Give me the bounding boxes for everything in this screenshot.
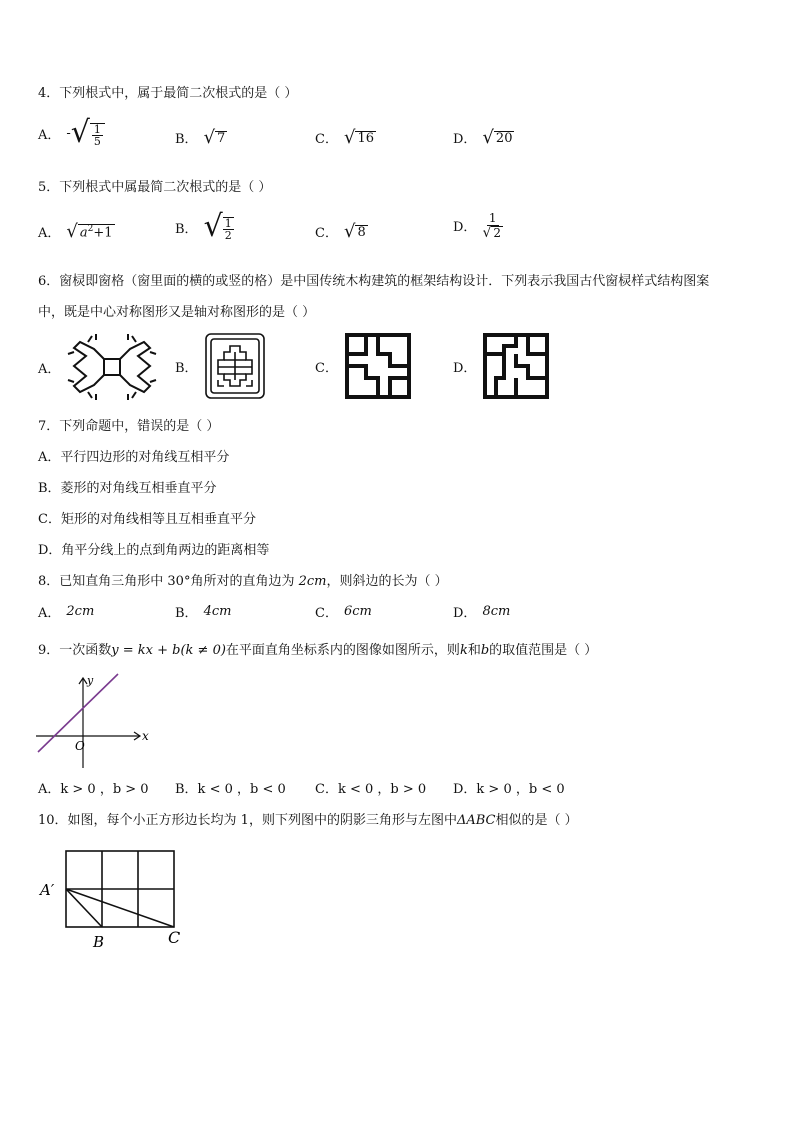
window-lattice-a-figure: [66, 332, 158, 402]
q5-option-c[interactable]: C． √ 8: [315, 220, 366, 242]
window-lattice-b-figure: [204, 332, 266, 400]
q7-option-a[interactable]: A．平行四边形的对角线互相平分: [38, 450, 230, 465]
q5-option-a[interactable]: A． √ $a^2+1$: [38, 220, 113, 242]
q8-stem: 8．已知直角三角形中 30°角所对的直角边为 2cm，则斜边的长为（ ）: [38, 574, 448, 589]
sqrt-expression: √ $a^2+1$: [66, 220, 113, 242]
q7-option-d[interactable]: D．角平分线上的点到角两边的距离相等: [38, 543, 270, 558]
q4-option-d[interactable]: D． √ 20: [453, 126, 513, 148]
vertex-a-label: A′: [40, 881, 55, 899]
sqrt-expression: √ 8: [343, 220, 366, 242]
sqrt-expression: √ 20: [482, 126, 513, 148]
origin-label: O: [75, 739, 85, 753]
minus-sign: -: [66, 125, 71, 141]
q6-option-b[interactable]: B．: [175, 332, 266, 400]
q6-option-a[interactable]: A．: [38, 332, 158, 402]
grid-triangle-figure: [36, 845, 196, 953]
sqrt-expression: √ $\frac{1}{2}$: [203, 209, 232, 244]
q5-stem: 5．下列根式中属最简二次根式的是（ ）: [38, 180, 272, 195]
window-lattice-d-figure: [482, 332, 550, 400]
window-lattice-c-figure: [344, 332, 412, 400]
q8-option-c[interactable]: C． 6cm: [315, 604, 372, 621]
segment-ac: [66, 889, 174, 927]
q9-option-c[interactable]: C．k < 0 ，b > 0: [315, 782, 427, 797]
q4-option-b[interactable]: B． √ 7: [175, 126, 226, 148]
q10-stem: 10．如图，每个小正方形边长均为 1，则下列图中的阴影三角形与左图中ΔABC相似的是（ ）: [38, 813, 578, 828]
q6-option-c[interactable]: C．: [315, 332, 412, 400]
q4-option-c[interactable]: C． √ 16: [315, 126, 374, 148]
q6-stem-line1: 6．窗棂即窗格（窗里面的横的或竖的格）是中国传统木构建筑的框架结构设计．下列表示我国古代窗棂样式结构图案: [38, 274, 710, 289]
sqrt-expression: √ 16: [343, 126, 374, 148]
q8-option-d[interactable]: D． 8cm: [453, 604, 511, 621]
vertex-c-label: C: [168, 928, 181, 947]
sqrt-expression: √ 7: [203, 126, 226, 148]
q7-option-b[interactable]: B．菱形的对角线互相垂直平分: [38, 481, 217, 496]
sqrt-expression: √ $\frac{1}{5}$: [71, 118, 105, 148]
q9-option-a[interactable]: A．k > 0 ，b > 0: [38, 782, 149, 797]
q9-stem: 9．一次函数y = kx + b(k ≠ 0)在平面直角坐标系内的图像如图所示，则k和b的取值范围是（ ）: [38, 643, 598, 658]
q6-option-d[interactable]: D．: [453, 332, 550, 400]
vertex-b-label: B: [93, 933, 105, 951]
q8-option-a[interactable]: A． 2cm: [38, 604, 95, 621]
q5-option-b[interactable]: B． √ $\frac{1}{2}$: [175, 209, 232, 244]
linear-function-graph: [36, 672, 156, 768]
q9-option-b[interactable]: B．k < 0 ，b < 0: [175, 782, 286, 797]
x-axis-label: x: [142, 729, 149, 743]
q9-option-d[interactable]: D．k > 0 ，b < 0: [453, 782, 565, 797]
q4-option-a[interactable]: [38, 115, 105, 150]
fraction: 1 √ 2: [482, 211, 501, 241]
q7-stem: 7．下列命题中，错误的是（ ）: [38, 419, 220, 434]
option-label: A．: [38, 127, 61, 143]
q6-stem-line2: 中，既是中心对称图形又是轴对称图形的是（ ）: [38, 305, 316, 320]
y-axis-label: y: [87, 674, 94, 687]
q8-option-b[interactable]: B． 4cm: [175, 604, 232, 621]
q7-option-c[interactable]: C．矩形的对角线相等且互相垂直平分: [38, 512, 256, 527]
q5-option-d[interactable]: D． 1 √ 2: [453, 211, 501, 241]
q4-stem: 4．下列根式中，属于最简二次根式的是（ ）: [38, 86, 298, 101]
